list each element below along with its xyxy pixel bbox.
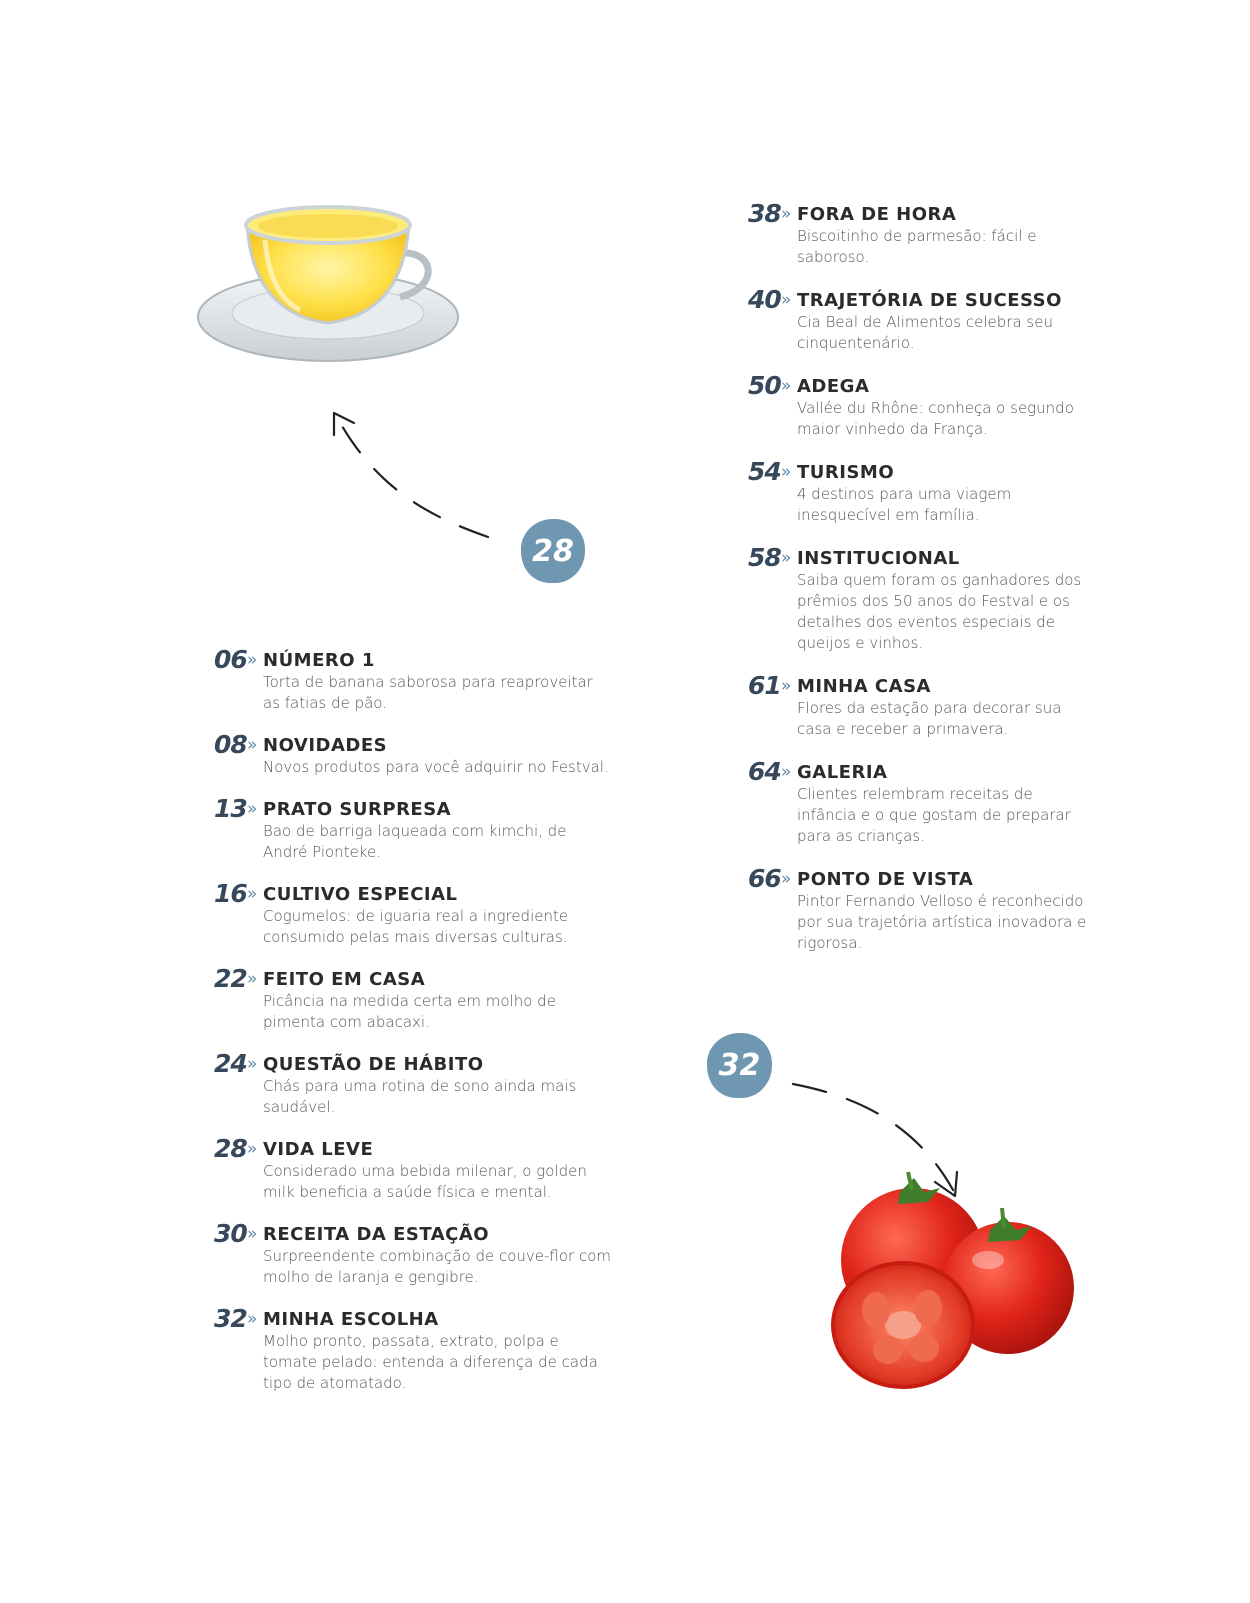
chevron-icon: » — [247, 1054, 258, 1074]
page-number: 64 — [748, 757, 781, 786]
entry-description: Cia Beal de Alimentos celebra seu cinquentenário. — [797, 313, 1053, 352]
page-number: 06 — [214, 645, 247, 674]
entry-title: RECEITA DA ESTAÇÃO — [263, 1224, 490, 1245]
toc-entry-16[interactable] — [214, 879, 614, 948]
chevron-icon: » — [781, 376, 792, 396]
toc-entry-28[interactable] — [214, 1134, 614, 1203]
dashed-arrow-to-cup — [320, 405, 510, 550]
entry-title: CULTIVO ESPECIAL — [263, 884, 458, 905]
page-number: 66 — [748, 864, 781, 893]
toc-entry-50[interactable] — [748, 371, 1088, 440]
chevron-icon: » — [247, 969, 258, 989]
entry-description: Cogumelos: de iguaria real a ingrediente consumido pelas mais diversas culturas. — [263, 907, 569, 946]
page-number: 16 — [214, 879, 247, 908]
toc-entry-30[interactable] — [214, 1219, 614, 1288]
page-number: 08 — [214, 730, 247, 759]
entry-description: Considerado uma bebida milenar, o golden milk beneficia a saúde física e mental. — [263, 1162, 587, 1201]
toc-entry-64[interactable] — [748, 757, 1088, 847]
toc-right-column — [748, 199, 1088, 976]
toc-entry-32[interactable] — [214, 1304, 614, 1394]
entry-title: MINHA CASA — [797, 676, 931, 697]
page-number: 30 — [214, 1219, 247, 1248]
toc-entry-40[interactable] — [748, 285, 1088, 354]
badge-number: 32 — [718, 1048, 761, 1083]
entry-description: Vallée du Rhône: conheça o segundo maior vinhedo da França. — [797, 399, 1074, 438]
chevron-icon: » — [247, 799, 258, 819]
golden-milk-cup-image — [190, 195, 470, 375]
page-number: 13 — [214, 794, 247, 823]
entry-description: Picância na medida certa em molho de pimenta com abacaxi. — [263, 992, 556, 1031]
entry-title: FORA DE HORA — [797, 204, 957, 225]
entry-title: MINHA ESCOLHA — [263, 1309, 439, 1330]
entry-title: PONTO DE VISTA — [797, 869, 974, 890]
chevron-icon: » — [781, 462, 792, 482]
page-number: 24 — [214, 1049, 247, 1078]
page-number: 38 — [748, 199, 781, 228]
page-number: 58 — [748, 543, 781, 572]
tomatoes-image — [828, 1170, 1098, 1400]
entry-title: GALERIA — [797, 762, 888, 783]
entry-description: Molho pronto, passata, extrato, polpa e tomate pelado: entenda a diferença de cada tipo de atomatado. — [263, 1332, 598, 1392]
entry-description: Clientes relembram receitas de infância e o que gostam de preparar para as crianças. — [797, 785, 1071, 845]
entry-description: Bao de barriga laqueada com kimchi, de André Pionteke. — [263, 822, 567, 861]
chevron-icon: » — [247, 735, 258, 755]
toc-entry-38[interactable] — [748, 199, 1088, 268]
entry-title: VIDA LEVE — [263, 1139, 374, 1160]
page-number: 61 — [748, 671, 781, 700]
page-number: 32 — [214, 1304, 247, 1333]
entry-description: Novos produtos para você adquirir no Festval. — [263, 758, 609, 776]
entry-title: ADEGA — [797, 376, 870, 397]
toc-entry-58[interactable] — [748, 543, 1088, 654]
page-number: 22 — [214, 964, 247, 993]
page-number: 50 — [748, 371, 781, 400]
toc-entry-54[interactable] — [748, 457, 1088, 526]
entry-description: Saiba quem foram os ganhadores dos prêmios dos 50 anos do Festval e os detalhes dos eventos especiais de queijos e vinhos. — [797, 571, 1082, 652]
toc-entry-06[interactable] — [214, 645, 614, 714]
chevron-icon: » — [781, 290, 792, 310]
entry-description: Pintor Fernando Velloso é reconhecido por sua trajetória artística inovadora e rigorosa. — [797, 892, 1087, 952]
entry-title: INSTITUCIONAL — [797, 548, 960, 569]
entry-title: TRAJETÓRIA DE SUCESSO — [797, 290, 1062, 311]
entry-description: Surpreendente combinação de couve-flor com molho de laranja e gengibre. — [263, 1247, 612, 1286]
entry-description: Torta de banana saborosa para reaproveitar as fatias de pão. — [263, 673, 593, 712]
entry-title: FEITO EM CASA — [263, 969, 426, 990]
chevron-icon: » — [781, 762, 792, 782]
chevron-icon: » — [781, 204, 792, 224]
chevron-icon: » — [247, 1139, 258, 1159]
entry-description: Chás para uma rotina de sono ainda mais saudável. — [263, 1077, 577, 1116]
entry-title: QUESTÃO DE HÁBITO — [263, 1054, 484, 1075]
chevron-icon: » — [247, 884, 258, 904]
chevron-icon: » — [781, 676, 792, 696]
chevron-icon: » — [247, 1309, 258, 1329]
toc-entry-13[interactable] — [214, 794, 614, 863]
chevron-icon: » — [781, 548, 792, 568]
badge-number: 28 — [532, 533, 574, 569]
entry-description: Biscoitinho de parmesão: fácil e saboroso. — [797, 227, 1037, 266]
toc-entry-22[interactable] — [214, 964, 614, 1033]
chevron-icon: » — [781, 869, 792, 889]
chevron-icon: » — [247, 650, 258, 670]
entry-title: PRATO SURPRESA — [263, 799, 452, 820]
page-number: 28 — [214, 1134, 247, 1163]
page-number: 54 — [748, 457, 781, 486]
toc-entry-66[interactable] — [748, 864, 1088, 954]
page-number: 40 — [748, 285, 781, 314]
entry-title: NÚMERO 1 — [263, 650, 375, 671]
toc-entry-61[interactable] — [748, 671, 1088, 740]
page-badge-28 — [519, 517, 587, 585]
toc-left-column — [214, 645, 614, 1415]
page-badge-32 — [705, 1031, 774, 1100]
toc-entry-08[interactable] — [214, 730, 614, 778]
entry-title: TURISMO — [797, 462, 895, 483]
toc-entry-24[interactable] — [214, 1049, 614, 1118]
entry-description: Flores da estação para decorar sua casa e receber a primavera. — [797, 699, 1062, 738]
chevron-icon: » — [247, 1224, 258, 1244]
entry-description: 4 destinos para uma viagem inesquecível em família. — [797, 485, 1012, 524]
entry-title: NOVIDADES — [263, 735, 388, 756]
